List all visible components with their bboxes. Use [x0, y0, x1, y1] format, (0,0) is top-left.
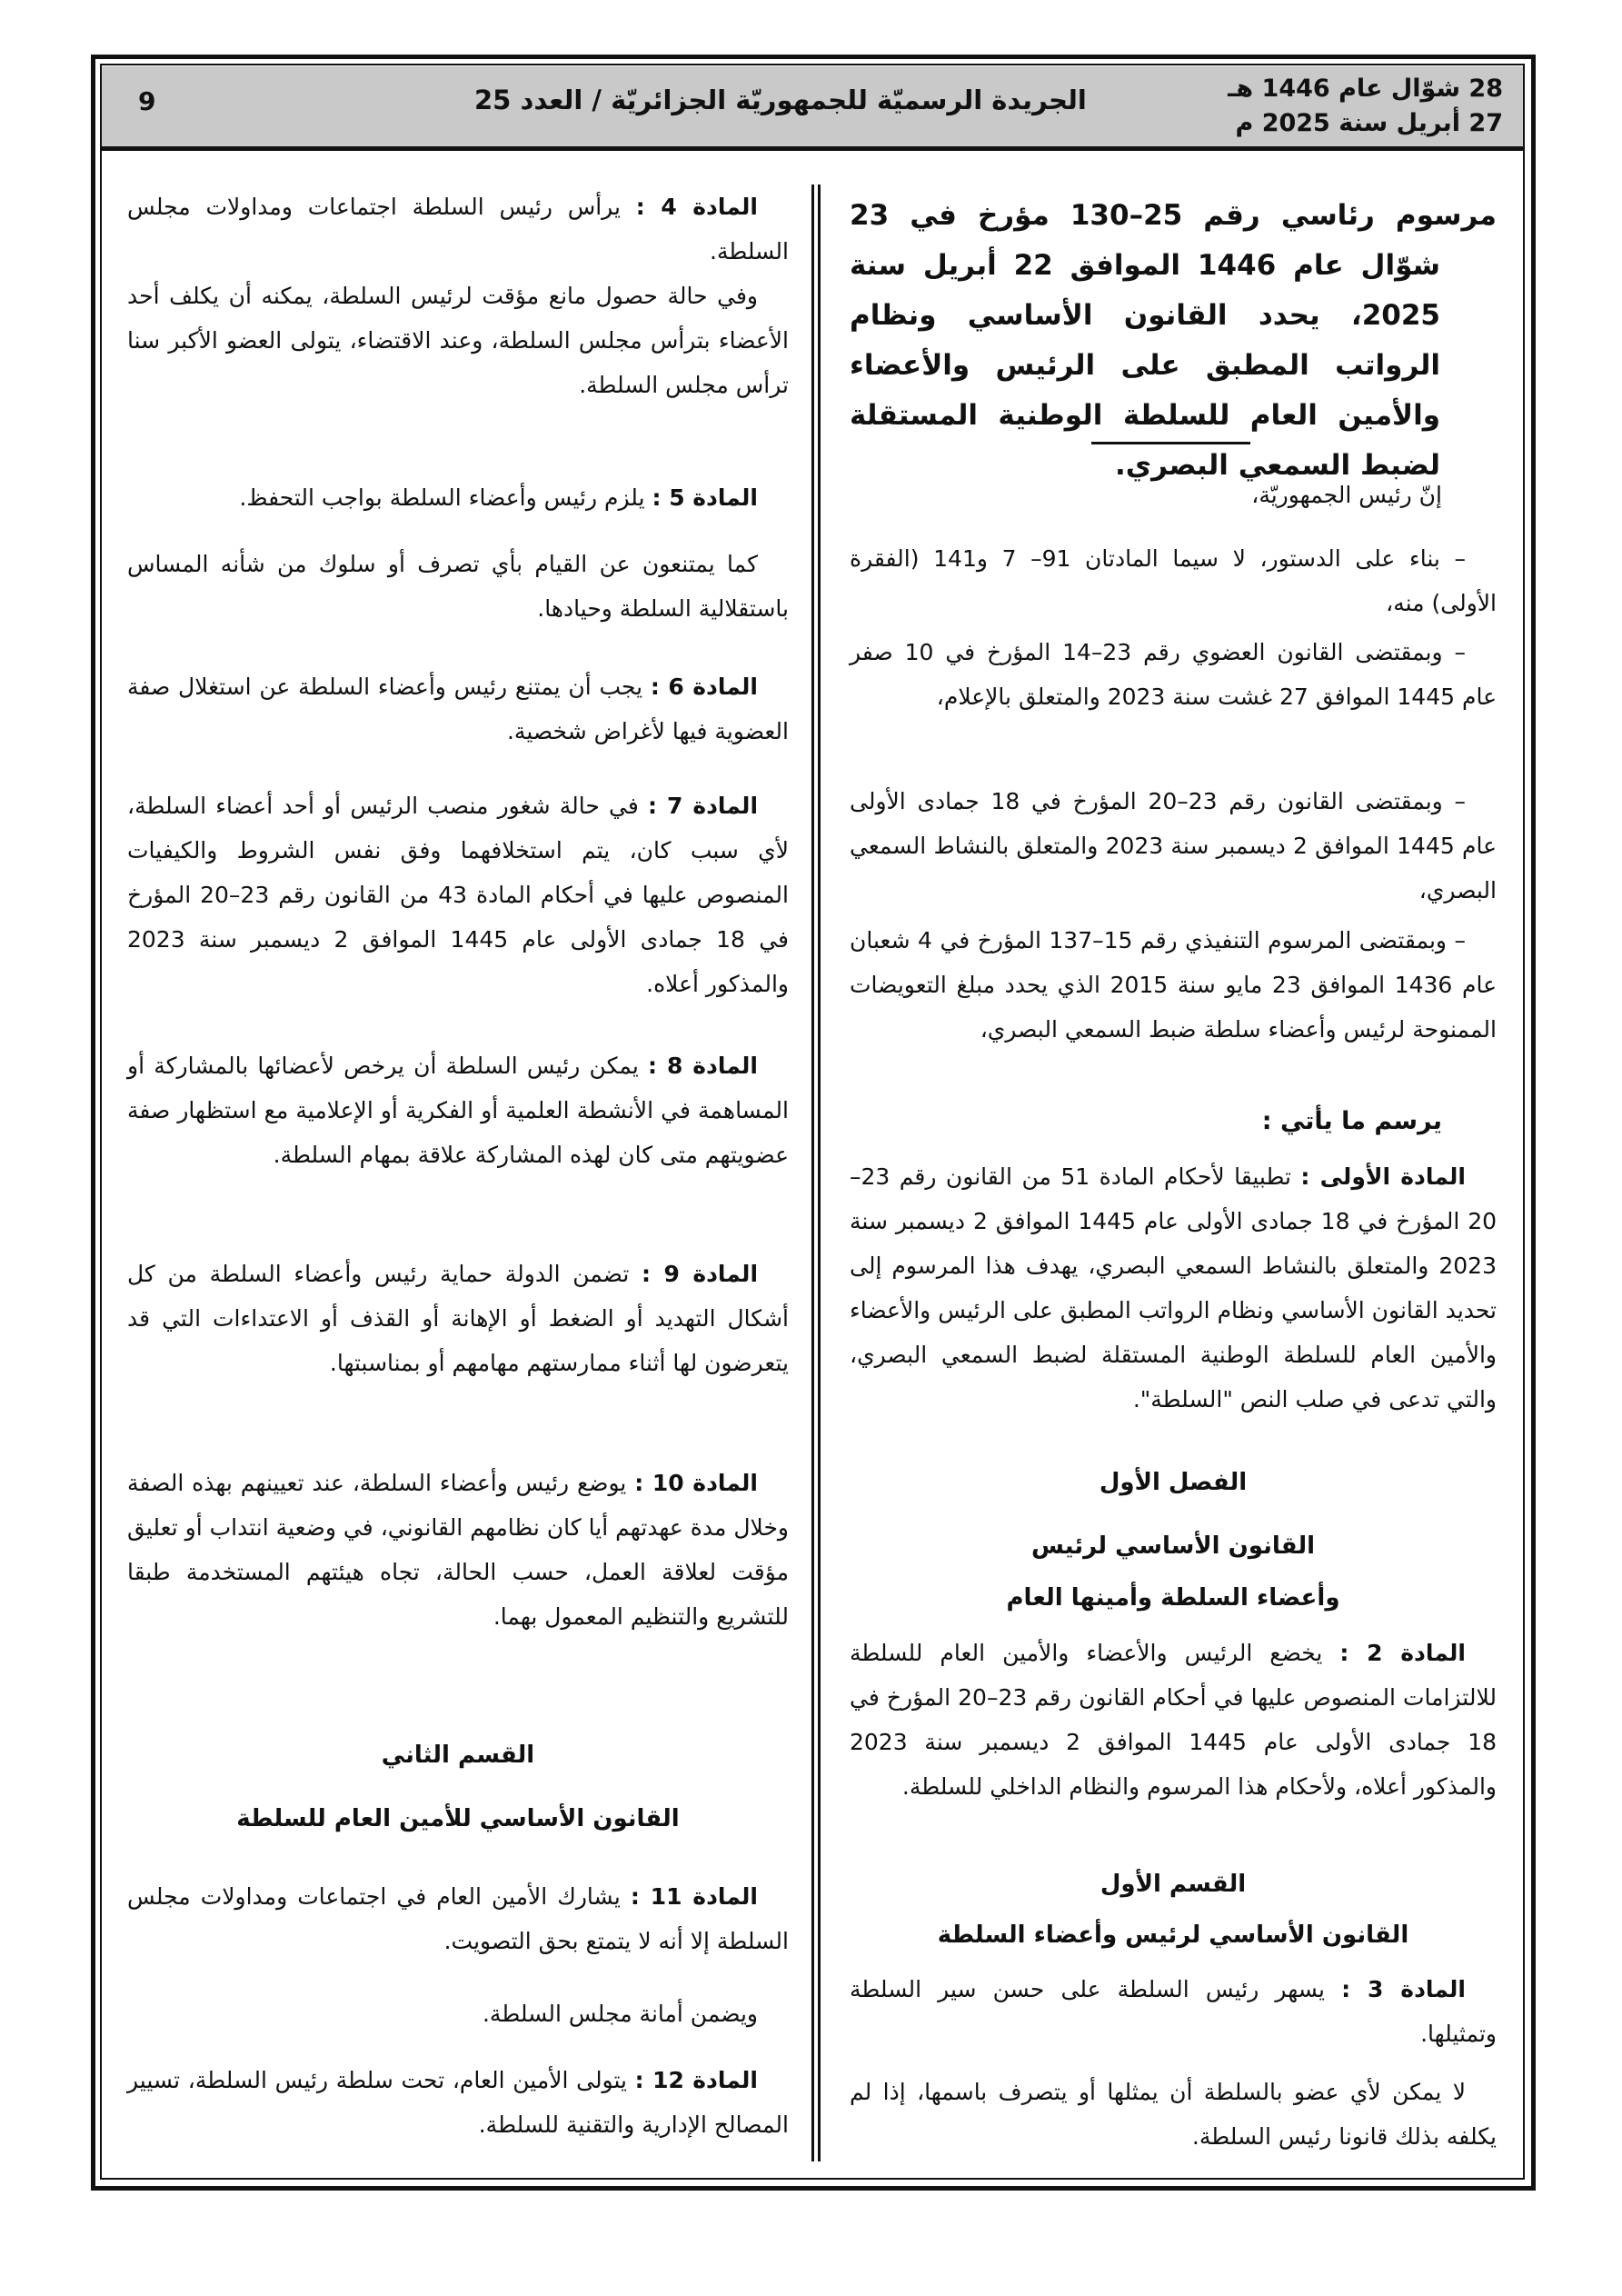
article-label: المادة 10 :	[634, 1470, 758, 1496]
gazette-title: الجريدة الرسميّة للجمهوريّة الجزائريّة / العدد 25	[474, 85, 1087, 115]
article-11	[127, 1874, 789, 1963]
decree-intro: إنّ رئيس الجمهوريّة،	[1251, 482, 1442, 508]
visa-item: – بناء على الدستور، لا سيما المادتان 91– 7 و141 (الفقرة الأولى) منه،	[850, 545, 1497, 616]
article-label: المادة 6 :	[650, 674, 758, 700]
section-title: القانون الأساسي للأمين العام للسلطة	[236, 1805, 680, 1832]
article-8	[127, 1043, 789, 1177]
page-number: 9	[138, 86, 156, 116]
article-10	[127, 1461, 789, 1639]
article-3	[850, 1967, 1497, 2056]
article-label: المادة الأولى :	[1300, 1163, 1466, 1190]
article-text: يسهر رئيس السلطة على حسن سير السلطة وتمثيلها.	[850, 1976, 1497, 2047]
article-text: يمكن رئيس السلطة أن يرخص لأعضائها بالمشاركة أو المساهمة في الأنشطة العلمية أو الفكرية أو الإعلامية مع استظهار صفة عضويتهم متى كان لهذه المشاركة علاقة بمهام السلطة.	[127, 1053, 789, 1168]
article-label: المادة 3 :	[1341, 1976, 1466, 2002]
article-6	[127, 664, 789, 754]
visa-item: – وبمقتضى القانون رقم 23–20 المؤرخ في 18 جمادى الأولى عام 1445 الموافق 2 ديسمبر سنة 2023 والمتعلق بالنشاط السمعي البصري،	[850, 788, 1497, 903]
article-7	[127, 784, 789, 1006]
article-paragraph: لا يمكن لأي عضو بالسلطة أن يمثلها أو يتصرف باسمها، إذا لم يكلفه بذلك قانونا رئيس السلطة.	[850, 2079, 1497, 2150]
date-hijri: 28 شوّال عام 1446 هـ	[1228, 75, 1503, 103]
article-label: المادة 7 :	[648, 793, 759, 819]
section-heading: القسم الأول	[1100, 1871, 1247, 1898]
article-12	[127, 2058, 789, 2147]
article-paragraph: وفي حالة حصول مانع مؤقت لرئيس السلطة، يمكنه أن يكلف أحد الأعضاء بترأس مجلس السلطة، وعند الاقتضاء، يتولى العضو الأكبر سنا ترأس مجلس السلطة.	[127, 283, 789, 398]
article-text: يخضع الرئيس والأعضاء والأمين العام للسلطة للالتزامات المنصوص عليها في أحكام القانون رقم 23–20 المؤرخ في 18 جمادى الأولى عام 1445 الموافق 2 ديسمبر سنة 2023 والمذكور أعلاه، ولأحكام هذا المرسوم والنظام الداخلي للسلطة.	[850, 1640, 1497, 1800]
article-text: تطبيقا لأحكام المادة 51 من القانون رقم 23–20 المؤرخ في 18 جمادى الأولى عام 1445 الموافق 2 ديسمبر سنة 2023 والمتعلق بالنشاط السمعي البصري، يهدف هذا المرسوم إلى تحديد القانون الأساسي ونظام الرواتب المطبق على الرئيس والأعضاء والأمين العام للسلطة الوطنية المستقلة لضبط السمعي البصري، والتي تدعى في صلب النص "السلطة".	[850, 1163, 1497, 1413]
decree-title: مرسوم رئاسي رقم 25–130 مؤرخ في 23 شوّال عام 1446 الموافق 22 أبريل سنة 2025، يحدد القانون الأساسي ونظام الرواتب المطبق على الرئيس والأعضاء والأمين العام للسلطة الوطنية المستقلة لضبط السمعي البصري.	[850, 199, 1497, 482]
column-divider	[818, 185, 821, 2161]
date-gregorian: 27 أبريل سنة 2025 م	[1235, 109, 1503, 137]
decrees-heading: يرسم ما يأتي :	[1261, 1107, 1442, 1135]
article-text: يشارك الأمين العام في اجتماعات ومداولات مجلس السلطة إلا أنه لا يتمتع بحق التصويت.	[127, 1883, 789, 1954]
article-label: المادة 4 :	[635, 194, 758, 220]
article-text: يوضع رئيس وأعضاء السلطة، عند تعيينهم بهذه الصفة وخلال مدة عهدتهم أيا كان نظامهم القانوني، في وضعية انتداب أو تعليق مؤقت لعلاقة العمل، حسب الحالة، تجاه هيئتهم المستخدمة طبقا للتشريع والتنظيم المعمول بهما.	[127, 1470, 789, 1630]
article-text: يرأس رئيس السلطة اجتماعات ومداولات مجلس السلطة.	[127, 194, 789, 265]
section-heading: القسم الثاني	[381, 1742, 535, 1769]
chapter-title: القانون الأساسي لرئيس	[1030, 1532, 1316, 1560]
article-9	[127, 1252, 789, 1385]
article-paragraph: كما يمتنعون عن القيام بأي تصرف أو سلوك من شأنه المساس باستقلالية السلطة وحيادها.	[127, 551, 789, 622]
article-label: المادة 2 :	[1339, 1640, 1466, 1666]
article-text: تضمن الدولة حماية رئيس وأعضاء السلطة من كل أشكال التهديد أو الضغط أو الإهانة أو القذف أو الاعتداءات التي قد يتعرضون لها أثناء ممارستهم مهامهم أو بمناسبتها.	[127, 1261, 789, 1376]
visa-item: – وبمقتضى المرسوم التنفيذي رقم 15–137 المؤرخ في 4 شعبان عام 1436 الموافق 23 مايو سنة 2015 الذي يحدد مبلغ التعويضات الممنوحة لرئيس وأعضاء سلطة ضبط السمعي البصري،	[850, 927, 1497, 1043]
article-5	[127, 475, 789, 520]
visa-item: – وبمقتضى القانون العضوي رقم 23–14 المؤرخ في 10 صفر عام 1445 الموافق 27 غشت سنة 2023 والمتعلق بالإعلام،	[850, 639, 1497, 710]
title-separator	[1091, 442, 1250, 444]
article-label: المادة 8 :	[647, 1053, 758, 1079]
issue-date	[1228, 72, 1503, 141]
article-text: يجب أن يمتنع رئيس وأعضاء السلطة عن استغلال صفة العضوية فيها لأغراض شخصية.	[127, 674, 789, 744]
article-4	[127, 185, 789, 274]
article-text: يلزم رئيس وأعضاء السلطة بواجب التحفظ.	[239, 484, 652, 511]
article-label: المادة 12 :	[634, 2067, 758, 2093]
article-label: المادة 9 :	[642, 1261, 759, 1287]
gazette-header	[102, 66, 1523, 151]
article-label: المادة 11 :	[630, 1883, 758, 1910]
section-title: القانون الأساسي لرئيس وأعضاء السلطة	[937, 1922, 1409, 1949]
article-label: المادة 5 :	[652, 484, 758, 511]
chapter-heading: الفصل الأول	[1099, 1469, 1248, 1496]
article-text: في حالة شغور منصب الرئيس أو أحد أعضاء السلطة، لأي سبب كان، يتم استخلافهما وفق نفس الشروط والكيفيات المنصوص عليها في أحكام المادة 43 من القانون رقم 23–20 المؤرخ في 18 جمادى الأولى عام 1445 الموافق 2 ديسمبر سنة 2023 والمذكور أعلاه.	[127, 793, 789, 997]
article-1	[850, 1154, 1497, 1422]
column-divider	[811, 185, 814, 2161]
chapter-title: وأعضاء السلطة وأمينها العام	[1006, 1584, 1340, 1612]
article-text: يتولى الأمين العام، تحت سلطة رئيس السلطة، تسيير المصالح الإدارية والتقنية للسلطة.	[127, 2067, 789, 2138]
article-paragraph: ويضمن أمانة مجلس السلطة.	[482, 2001, 758, 2027]
article-2	[850, 1631, 1497, 1809]
